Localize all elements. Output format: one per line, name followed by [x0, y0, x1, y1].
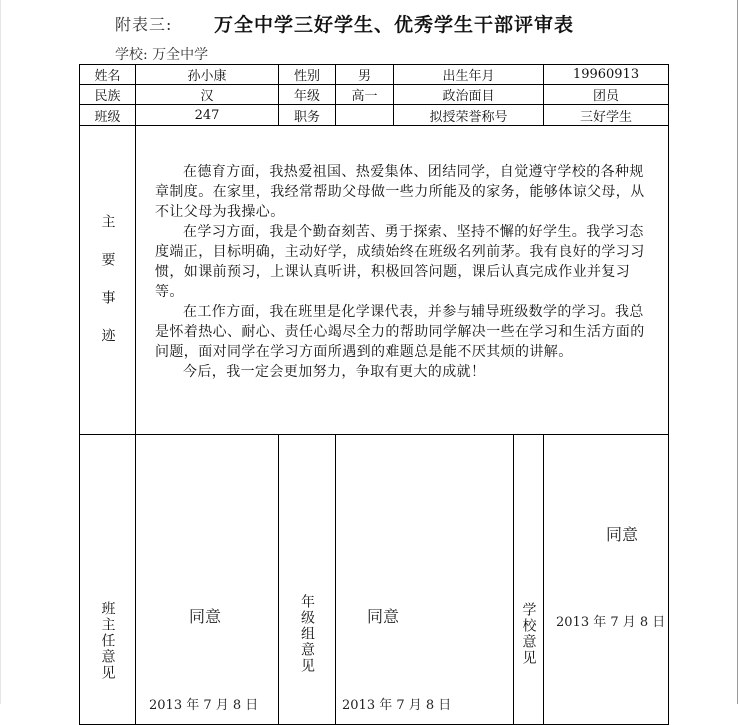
- class-teacher-date: 2013 年 7 月 8 日: [149, 698, 259, 713]
- deeds-paragraph-future: 今后，我一定会更加努力，争取有更大的成就！: [183, 364, 486, 380]
- grade-label: 年级: [279, 85, 336, 105]
- birth-value: 19960913: [544, 65, 669, 85]
- grade-value: 高一: [336, 85, 394, 105]
- honor-value: 三好学生: [544, 105, 669, 126]
- political-value: 团员: [544, 85, 669, 105]
- name-value: 孙小康: [136, 65, 279, 85]
- main-deeds-label: 主要事迹: [99, 214, 116, 366]
- political-label: 政治面目: [394, 85, 544, 105]
- school-value: 万全中学: [152, 47, 209, 63]
- appendix-label: 附表三:: [115, 15, 173, 34]
- class-label: 班级: [80, 105, 136, 126]
- school-label: 学校:: [115, 47, 148, 63]
- grade-group-label: 年级组意见: [299, 593, 315, 674]
- school-opinion: 同意: [606, 525, 639, 544]
- deeds-paragraph-work: 在工作方面，我在班里是化学课代表，并参与辅导班级数学的学习。我总是怀着热心、耐心、责任心竭尽全力的帮助同学解决一些在学习和生活方面的问题，面对同学在学习方面所遇到的难题总是能不厌其烦的讲解。: [155, 304, 645, 360]
- birth-label: 出生年月: [394, 65, 544, 85]
- page-right-edge: [737, 0, 738, 704]
- info-row-2: [80, 85, 669, 105]
- position-label: 职务: [279, 105, 336, 126]
- position-value: [336, 105, 394, 126]
- class-teacher-label: 班主任意见: [99, 600, 116, 681]
- name-label: 姓名: [80, 65, 136, 85]
- gender-label: 性别: [279, 65, 336, 85]
- review-form-table: [79, 64, 669, 725]
- grade-group-date: 2013 年 7 月 8 日: [342, 698, 452, 713]
- deeds-paragraph-moral: 在德育方面，我热爱祖国、热爱集体、团结同学，自觉遵守学校的各种规章制度。在家里，我经常帮助父母做一些力所能及的家务，能够体谅父母，从不让父母为我操心。: [155, 164, 645, 220]
- school-opinion-cell: [544, 435, 669, 725]
- class-teacher-opinion: 同意: [189, 607, 222, 626]
- school-opinion-label-cell: [514, 435, 544, 725]
- ethnicity-value: 汉: [136, 85, 279, 105]
- main-deeds-content: [136, 126, 668, 382]
- grade-group-opinion-cell: [336, 435, 514, 725]
- opinions-row: [80, 435, 669, 725]
- info-row-3: [80, 105, 669, 126]
- grade-group-opinion: 同意: [367, 607, 400, 626]
- deeds-paragraph-study: 在学习方面，我是个勤奋刻苦、勇于探索、坚持不懈的好学生。我学习态度端正，目标明确，主动好学，成绩始终在班级名列前茅。我有良好的学习习惯，如课前预习，上课认真听讲，积极回答问题，课后认真完成作业并复习等。: [155, 224, 645, 300]
- class-teacher-label-cell: [80, 435, 136, 725]
- page-left-edge: [0, 0, 1, 704]
- school-opinion-label: 学校意见: [520, 601, 537, 666]
- class-value: 247: [136, 105, 279, 126]
- grade-group-label-cell: [279, 435, 336, 725]
- gender-value: 男: [336, 65, 394, 85]
- school-line: [115, 44, 208, 64]
- honor-label: 拟授荣誉称号: [394, 105, 544, 126]
- main-deeds-label-cell: [80, 126, 136, 435]
- main-deeds-row: [80, 126, 669, 435]
- page-title: 万全中学三好学生、优秀学生干部评审表: [214, 14, 575, 36]
- school-opinion-date: 2013 年 7 月 8 日: [556, 615, 666, 630]
- ethnicity-label: 民族: [80, 85, 136, 105]
- class-teacher-opinion-cell: [136, 435, 279, 725]
- info-row-1: [80, 65, 669, 85]
- main-deeds-content-cell: [136, 126, 669, 435]
